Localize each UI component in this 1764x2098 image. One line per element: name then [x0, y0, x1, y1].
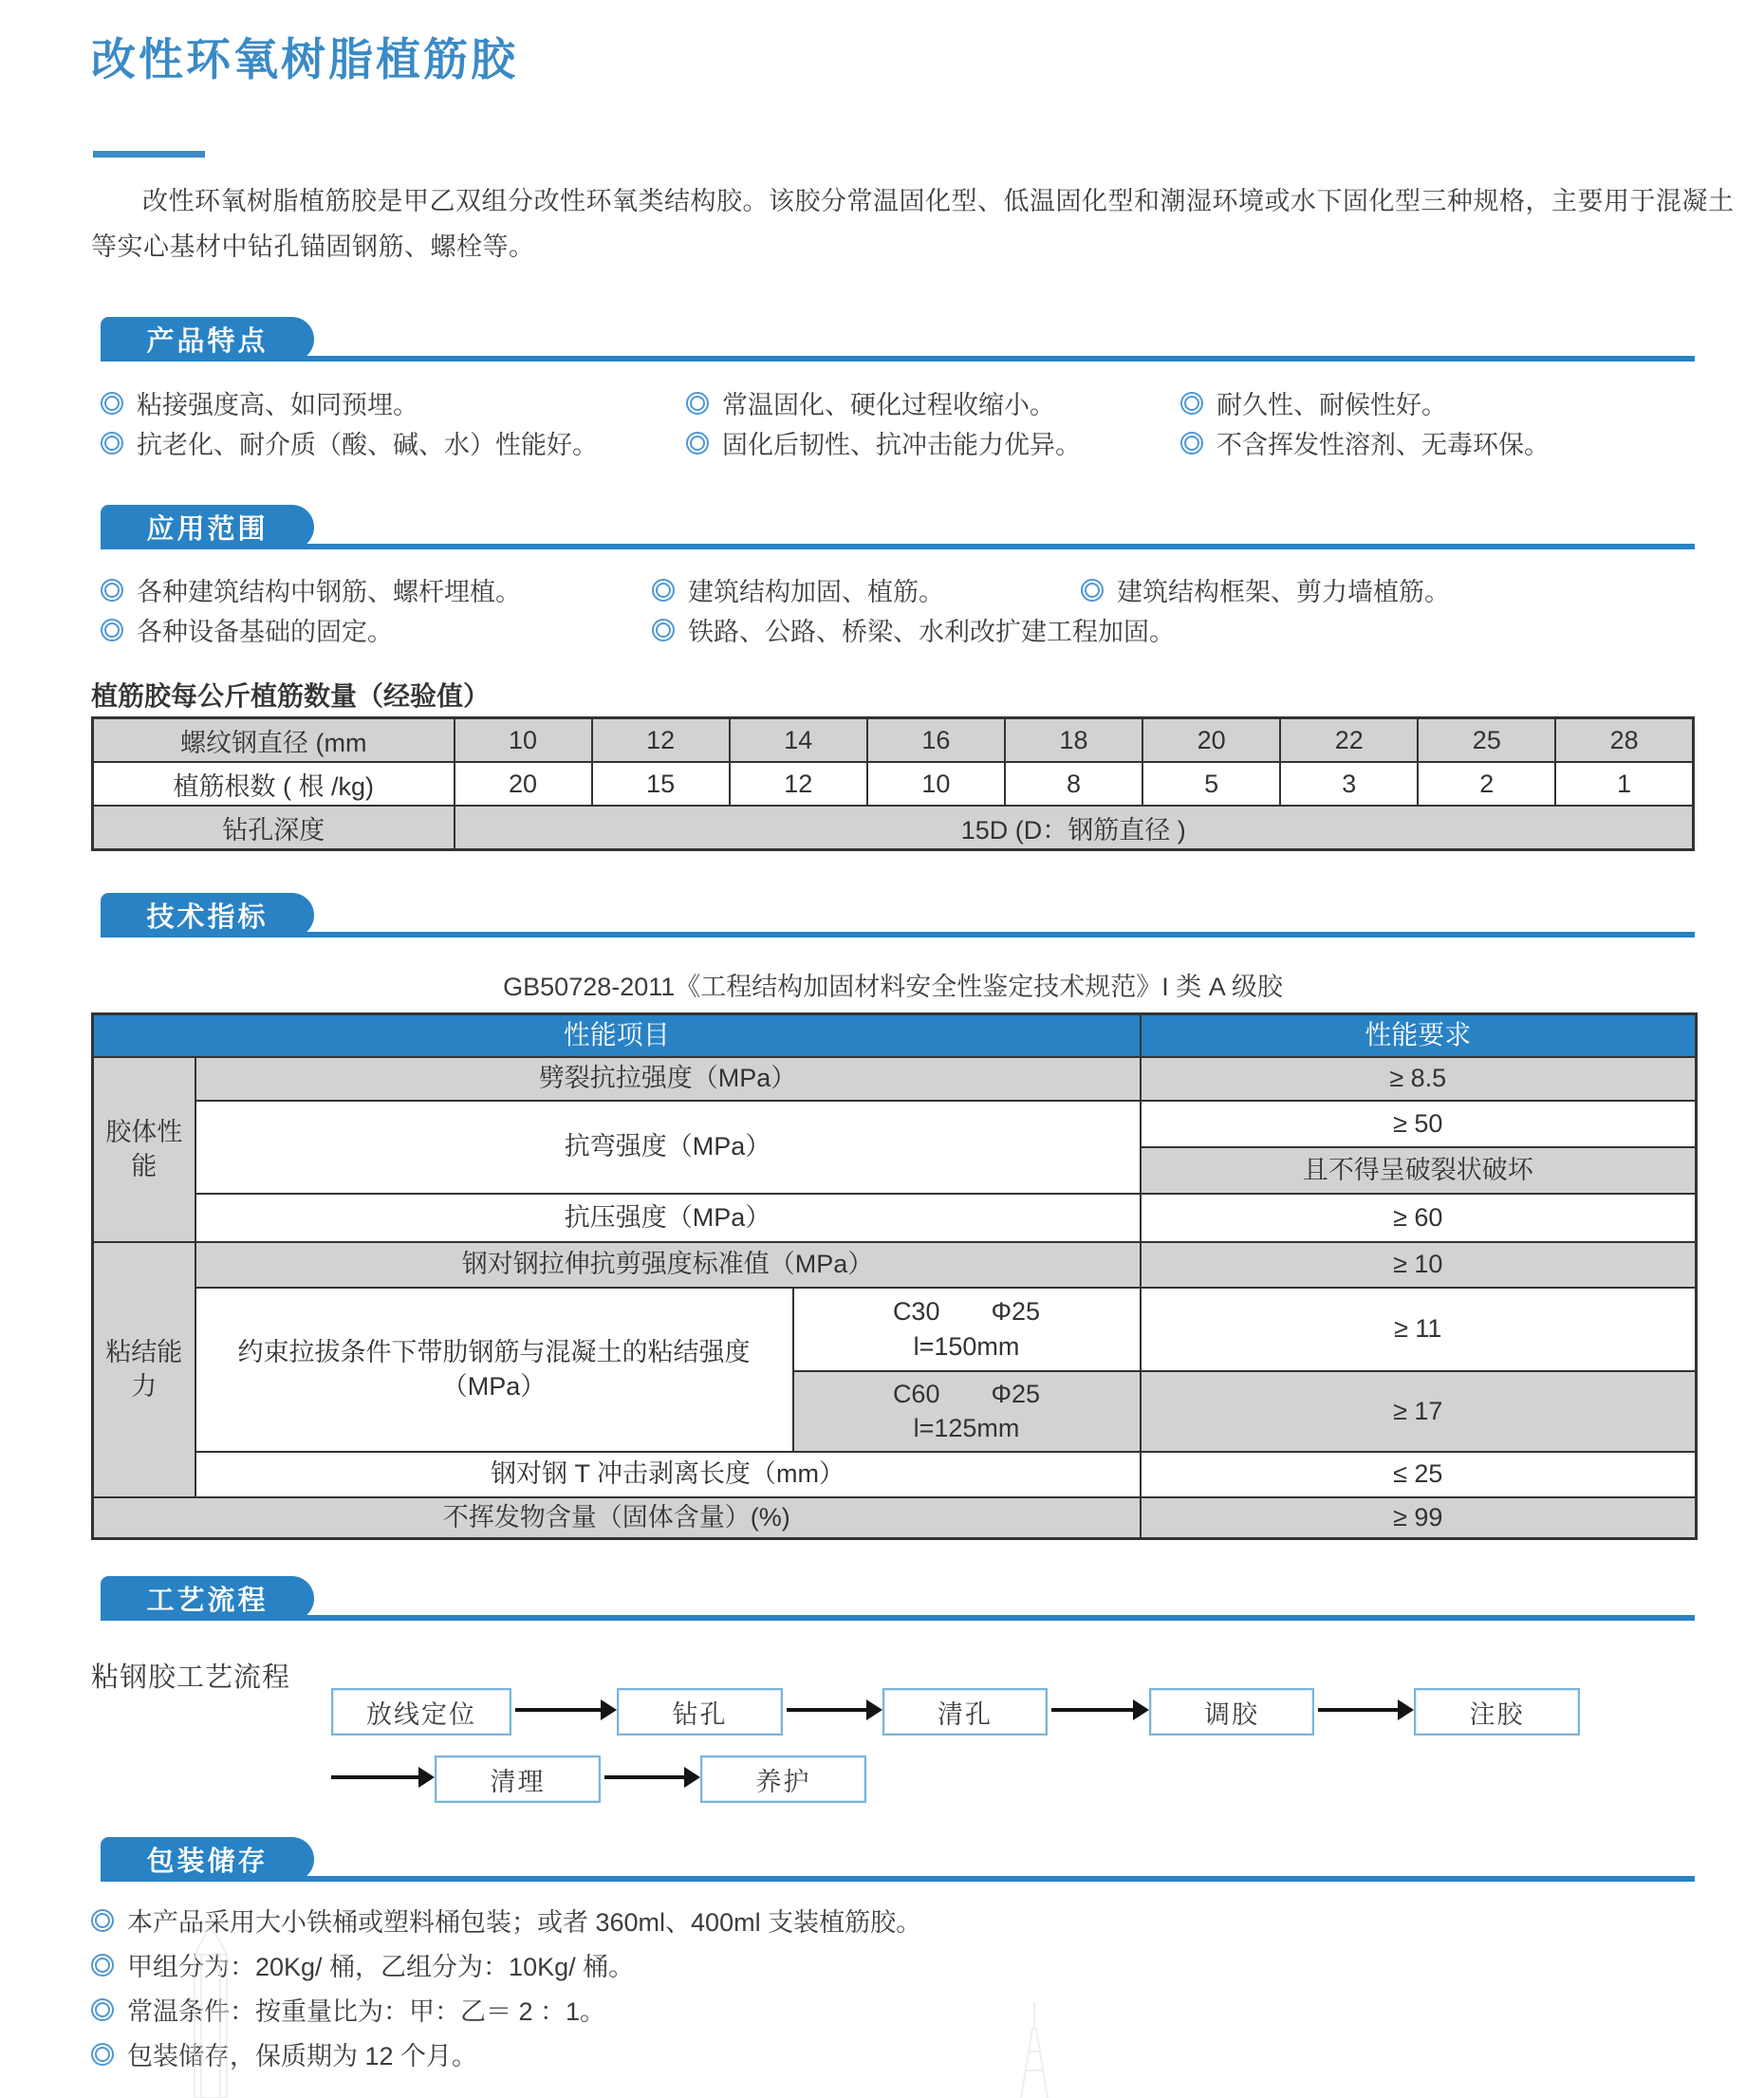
rebar-diameter: 12	[592, 718, 730, 763]
application-text: 建筑结构加固、植筋。	[688, 578, 944, 606]
flow-arrow-icon	[515, 1708, 601, 1712]
rebar-diameter: 14	[730, 718, 867, 763]
rebar-row2-label: 植筋根数 ( 根 /kg)	[93, 762, 455, 806]
flow-step-hole-cleaning: 清孔	[882, 1688, 1048, 1736]
page-title: 改性环氧树脂植筋胶	[91, 34, 518, 84]
flow-arrow-icon	[787, 1708, 866, 1712]
bullseye-bullet-icon	[101, 392, 123, 415]
section-badge-tech: 技术指标	[101, 893, 314, 938]
item-constrained-pullout-bond-strength: 约束拉拔条件下带肋钢筋与混凝土的粘结强度（MPa）	[195, 1288, 793, 1452]
feature-text: 不含挥发性溶剂、无毒环保。	[1216, 431, 1550, 459]
value-compressive-strength: ≥ 60	[1141, 1194, 1697, 1242]
value-steel-shear-strength: ≥ 10	[1141, 1242, 1697, 1288]
bullseye-bullet-icon	[101, 432, 123, 455]
application-text: 建筑结构框架、剪力墙植筋。	[1117, 578, 1450, 606]
condition-c30	[793, 1288, 1141, 1371]
flow-step-cleanup: 清理	[435, 1755, 601, 1803]
value-splitting-tensile: ≥ 8.5	[1141, 1057, 1697, 1101]
section-rule-packaging	[101, 1876, 1695, 1882]
bullseye-bullet-icon	[1081, 579, 1104, 602]
bullseye-bullet-icon	[652, 619, 675, 641]
rebar-count: 1	[1555, 762, 1693, 806]
rebar-diameter: 20	[1142, 718, 1280, 763]
bullseye-bullet-icon	[1180, 432, 1203, 455]
item-bending-strength: 抗弯强度（MPa）	[195, 1101, 1141, 1194]
item-t-impact-peel-length: 钢对钢 T 冲击剥离长度（mm）	[195, 1452, 1141, 1497]
application-item	[101, 571, 521, 608]
table-row	[93, 1452, 1697, 1497]
value-t-impact-peel: ≤ 25	[1141, 1452, 1697, 1497]
item-compressive-strength: 抗压强度（MPa）	[195, 1194, 1141, 1242]
rebar-count: 10	[867, 762, 1005, 806]
application-item	[1081, 571, 1450, 608]
feature-text: 抗老化、耐介质（酸、碱、水）性能好。	[137, 431, 598, 459]
item-steel-shear-strength: 钢对钢拉伸抗剪强度标准值（MPa）	[195, 1242, 1141, 1288]
rebar-row3-label: 钻孔深度	[93, 806, 455, 850]
bullseye-bullet-icon	[101, 579, 123, 602]
bullseye-bullet-icon	[91, 2043, 114, 2066]
rebar-count: 8	[1005, 762, 1142, 806]
rebar-diameter: 22	[1280, 718, 1418, 763]
value-bond-c30: ≥ 11	[1141, 1288, 1697, 1371]
rebar-count-table	[91, 716, 1695, 851]
table-row	[93, 1288, 1697, 1371]
flow-step-glue-mixing: 调胶	[1149, 1688, 1314, 1736]
application-text: 铁路、公路、桥梁、水利改扩建工程加固。	[688, 618, 1175, 646]
group-label-adhesive-properties: 胶体性能	[93, 1057, 195, 1242]
flow-step-glue-injection: 注胶	[1414, 1688, 1580, 1736]
bullseye-bullet-icon	[91, 1998, 114, 2021]
item-nonvolatile-content: 不挥发物含量（固体含量）(%)	[93, 1497, 1141, 1539]
section-badge-process: 工艺流程	[101, 1576, 314, 1621]
rebar-count: 15	[592, 762, 730, 806]
condition-c30-length: l=150mm	[913, 1331, 1020, 1361]
item-splitting-tensile-strength: 劈裂抗拉强度（MPa）	[195, 1057, 1141, 1101]
rebar-count: 2	[1418, 762, 1555, 806]
rebar-diameter: 18	[1005, 718, 1142, 763]
header-performance-item: 性能项目	[93, 1014, 1141, 1057]
section-badge-features: 产品特点	[101, 317, 314, 362]
bullseye-bullet-icon	[101, 619, 123, 641]
rebar-diameter: 10	[455, 718, 592, 763]
flow-arrow-icon	[1051, 1708, 1133, 1712]
intro-line-1: 改性环氧树脂植筋胶是甲乙双组分改性环氧类结构胶。该胶分常温固化型、低温固化型和潮湿环境或水下固化型三种规格，主要用于混凝土	[142, 187, 1735, 215]
flow-step-curing: 养护	[700, 1755, 866, 1803]
value-bond-c60: ≥ 17	[1141, 1371, 1697, 1452]
bullseye-bullet-icon	[91, 1954, 114, 1977]
table-row	[93, 1242, 1697, 1288]
application-item	[652, 571, 944, 608]
section-rule-applications	[101, 544, 1695, 549]
section-rule-process	[101, 1615, 1695, 1621]
feature-text: 耐久性、耐候性好。	[1216, 391, 1447, 419]
header-performance-requirement: 性能要求	[1141, 1014, 1697, 1057]
process-flow-label: 粘钢胶工艺流程	[91, 1662, 291, 1693]
group-label-bonding-capacity: 粘结能力	[93, 1242, 195, 1497]
feature-item	[1180, 384, 1447, 421]
application-item	[652, 611, 1175, 648]
rebar-diameter: 16	[867, 718, 1005, 763]
rebar-diameter: 25	[1418, 718, 1555, 763]
features-row-1	[91, 384, 1723, 418]
rebar-count: 5	[1142, 762, 1280, 806]
feature-text: 常温固化、硬化过程收缩小。	[722, 391, 1055, 419]
section-badge-applications: 应用范围	[101, 505, 314, 549]
applications-row-2	[91, 611, 1723, 645]
condition-c60	[793, 1371, 1141, 1452]
packaging-text: 常温条件：按重量比为：甲：乙＝ 2 ：1。	[127, 1997, 606, 2026]
flow-step-drilling: 钻孔	[617, 1688, 783, 1736]
bullseye-bullet-icon	[1180, 392, 1203, 415]
table-header-row	[93, 1014, 1697, 1057]
rebar-row1-label: 螺纹钢直径 (mm	[93, 718, 455, 763]
feature-item	[101, 384, 418, 421]
value-nonvolatile-content: ≥ 99	[1141, 1497, 1697, 1539]
applications-row-1	[91, 571, 1723, 605]
rebar-diameter: 28	[1555, 718, 1693, 763]
feature-item	[686, 384, 1055, 421]
packaging-text: 甲组分为：20Kg/ 桶，乙组分为：10Kg/ 桶。	[127, 1953, 635, 1981]
feature-text: 固化后韧性、抗冲击能力优异。	[722, 431, 1081, 459]
rebar-count: 20	[455, 762, 592, 806]
bullseye-bullet-icon	[652, 579, 675, 602]
value-bending-strength: ≥ 50	[1141, 1101, 1697, 1147]
flow-step-layout: 放线定位	[331, 1688, 511, 1736]
section-badge-packaging: 包装储存	[101, 1837, 314, 1882]
section-rule-tech	[101, 932, 1695, 938]
table-row	[93, 1057, 1697, 1101]
table-row	[93, 1194, 1697, 1242]
feature-item	[101, 424, 598, 461]
condition-c30-spec: C30 Φ25	[892, 1297, 1041, 1327]
table-row	[93, 718, 1694, 763]
bullseye-bullet-icon	[91, 1909, 114, 1932]
feature-item	[686, 424, 1081, 461]
technical-index-table	[91, 1012, 1698, 1540]
flow-arrow-icon	[1318, 1708, 1398, 1712]
flow-arrow-icon	[331, 1775, 418, 1779]
features-row-2	[91, 424, 1723, 458]
table-row	[93, 1497, 1697, 1539]
section-rule-features	[101, 356, 1695, 362]
bullseye-bullet-icon	[686, 432, 709, 455]
application-text: 各种建筑结构中钢筋、螺杆埋植。	[137, 578, 521, 606]
rebar-table-caption: 植筋胶每公斤植筋数量（经验值）	[91, 681, 491, 711]
condition-c60-spec: C60 Φ25	[892, 1379, 1041, 1408]
intro-line-2: 等实心基材中钻孔锚固钢筋、螺栓等。	[91, 232, 535, 261]
packaging-text: 包装储存，保质期为 12 个月。	[127, 2042, 478, 2070]
rebar-count: 12	[730, 762, 867, 806]
feature-text: 粘接强度高、如同预埋。	[137, 391, 418, 419]
application-item	[101, 611, 393, 648]
bullseye-bullet-icon	[686, 392, 709, 415]
table-row	[93, 762, 1694, 806]
rebar-count: 3	[1280, 762, 1418, 806]
drill-depth-value: 15D (D：钢筋直径 )	[455, 806, 1694, 850]
title-underline-dash	[93, 151, 205, 158]
value-no-fracture-note: 且不得呈破裂状破坏	[1141, 1147, 1697, 1194]
packaging-text: 本产品采用大小铁桶或塑料桶包装；或者 360ml、400ml 支装植筋胶。	[127, 1908, 922, 1937]
feature-item	[1180, 424, 1550, 461]
table-row	[93, 806, 1694, 850]
watermark-building-left	[142, 1917, 285, 2098]
flow-arrow-icon	[604, 1775, 684, 1779]
table-row	[93, 1101, 1697, 1147]
application-text: 各种设备基础的固定。	[137, 618, 393, 646]
tech-standard-caption: GB50728-2011《工程结构加固材料安全性鉴定技术规范》I 类 A 级胶	[503, 973, 1283, 1001]
watermark-tower-right	[977, 2002, 1091, 2098]
condition-c60-length: l=125mm	[913, 1414, 1020, 1442]
